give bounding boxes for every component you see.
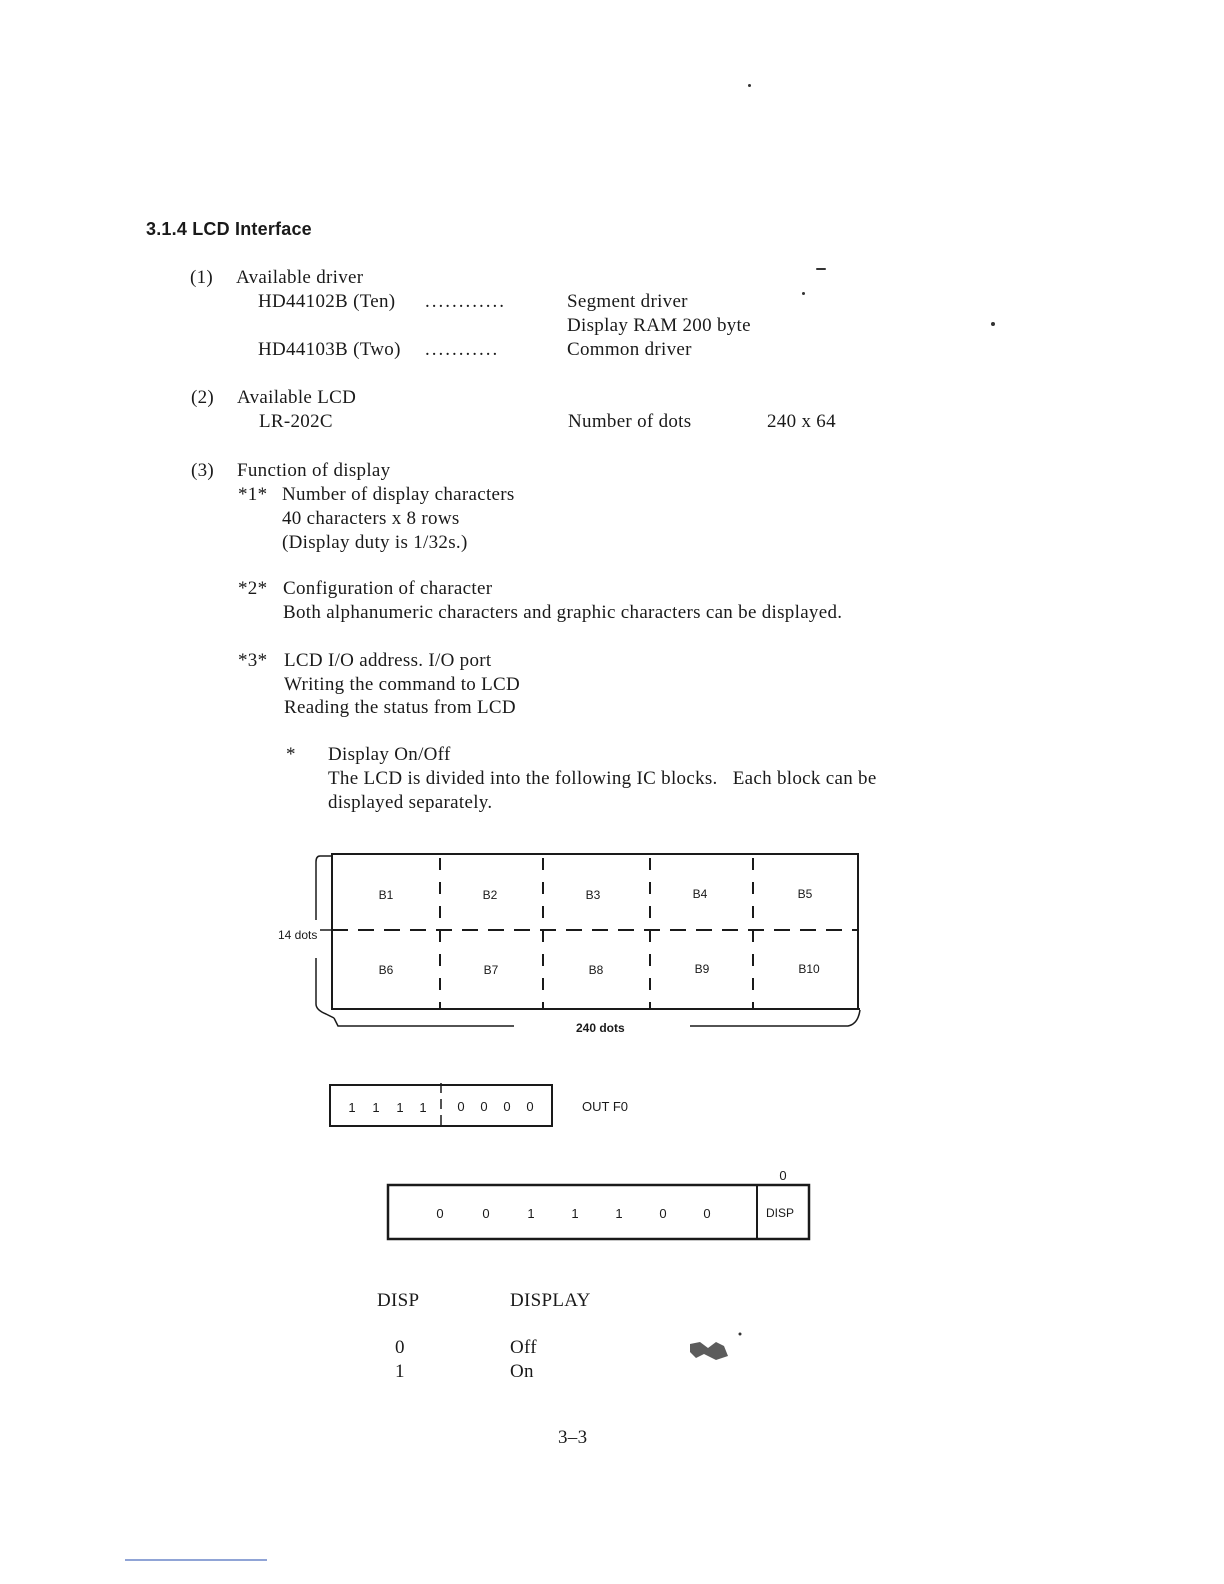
command-bit: 1 — [571, 1206, 579, 1221]
driver-desc: Segment driver — [567, 291, 688, 312]
port-bit: 0 — [526, 1099, 534, 1114]
table-value: 0 — [395, 1337, 405, 1358]
driver-name: HD44103B (Two) — [258, 339, 401, 360]
item-marker: *3* — [238, 650, 268, 671]
item-marker: *2* — [238, 578, 268, 599]
command-bit: 1 — [615, 1206, 623, 1221]
onoff-line: The LCD is divided into the following IC blocks. Each block can be — [328, 768, 877, 789]
height-label: 14 dots — [278, 928, 318, 942]
block-b8: B8 — [588, 963, 604, 977]
block-b4: B4 — [692, 887, 708, 901]
block-b9: B9 — [694, 962, 710, 976]
section-heading: 3.1.4 LCD Interface — [146, 219, 312, 239]
onoff-marker: * — [286, 744, 296, 765]
drivers-title: Available driver — [236, 267, 364, 288]
port-bit: 1 — [396, 1100, 404, 1115]
bit-index: 0 — [779, 1168, 787, 1183]
block-b7: B7 — [483, 963, 499, 977]
driver-leader: ............ — [425, 291, 506, 312]
block-b5: B5 — [797, 887, 813, 901]
lcd-title: Available LCD — [237, 387, 357, 408]
driver-leader: ........... — [425, 339, 500, 360]
lcd-model: LR-202C — [259, 411, 333, 432]
item-line: Reading the status from LCD — [284, 697, 516, 718]
drivers-number: (1) — [190, 267, 214, 288]
item-title: Configuration of character — [283, 578, 493, 599]
table-state: On — [510, 1361, 534, 1382]
port-bit: 0 — [503, 1099, 511, 1114]
driver-name: HD44102B (Ten) — [258, 291, 396, 312]
function-title: Function of display — [237, 460, 391, 481]
item-line: 40 characters x 8 rows — [282, 508, 460, 529]
block-b10: B10 — [798, 962, 820, 976]
table-state: Off — [510, 1337, 537, 1358]
item-title: LCD I/O address. I/O port — [284, 650, 492, 671]
item-line: (Display duty is 1/32s.) — [282, 532, 468, 553]
width-label: 240 dots — [576, 1021, 625, 1035]
item-marker: *1* — [238, 484, 268, 505]
port-bit: 1 — [419, 1100, 427, 1115]
driver-desc: Common driver — [567, 339, 692, 360]
port-bit: 0 — [480, 1099, 488, 1114]
block-b6: B6 — [378, 963, 394, 977]
table-header-disp: DISP — [377, 1290, 420, 1311]
item-title: Number of display characters — [282, 484, 515, 505]
item-line: Both alphanumeric characters and graphic characters can be displayed. — [283, 602, 843, 623]
table-header-display: DISPLAY — [510, 1290, 591, 1311]
command-bit: 0 — [703, 1206, 711, 1221]
port-bit: 1 — [372, 1100, 380, 1115]
lcd-dots-label: Number of dots — [568, 411, 692, 432]
function-number: (3) — [191, 460, 215, 481]
onoff-line: displayed separately. — [328, 792, 493, 813]
command-bit: 0 — [659, 1206, 667, 1221]
lcd-number: (2) — [191, 387, 215, 408]
driver-desc: Display RAM 200 byte — [567, 315, 751, 336]
block-b3: B3 — [585, 888, 601, 902]
onoff-title: Display On/Off — [328, 744, 451, 765]
port-bit: 1 — [348, 1100, 356, 1115]
block-b2: B2 — [482, 888, 498, 902]
page-number: 3–3 — [558, 1427, 588, 1448]
command-bit: 0 — [482, 1206, 490, 1221]
port-bit: 0 — [457, 1099, 465, 1114]
item-line: Writing the command to LCD — [284, 674, 521, 695]
command-bit: 0 — [436, 1206, 444, 1221]
command-bit: 1 — [527, 1206, 535, 1221]
port-label: OUT F0 — [582, 1099, 628, 1114]
block-b1: B1 — [378, 888, 394, 902]
lcd-dots-value: 240 x 64 — [767, 411, 836, 432]
table-value: 1 — [395, 1361, 405, 1382]
disp-flag: DISP — [766, 1206, 795, 1220]
